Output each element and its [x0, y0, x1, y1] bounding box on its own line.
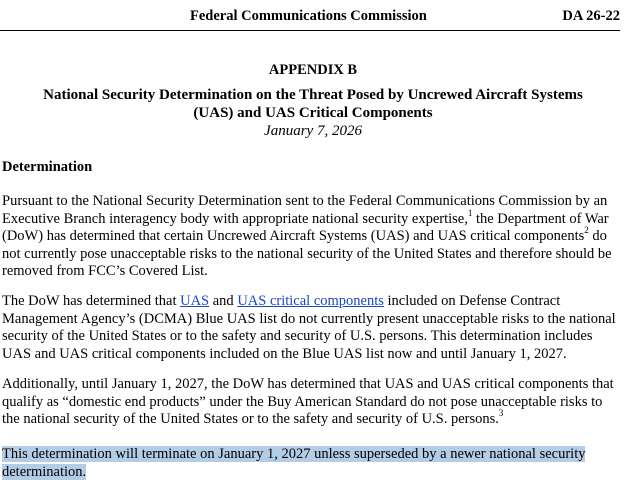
p1-line-1: Pursuant to the National Security Determination sent to the Federal Communications Commission by an	[2, 193, 608, 209]
p2-line-3: security of the United States or to the safety and security of U.S. persons. This determination includes	[2, 328, 593, 344]
p2-line-4: UAS and UAS critical components included on the Blue UAS list now and until January 1, 2027.	[2, 345, 567, 362]
p1-line-5: removed from FCC’s Covered List.	[2, 263, 208, 279]
paragraph-1	[2, 193, 620, 281]
p2-line-2: Management Agency’s (DCMA) Blue UAS list do not currently present unacceptable risks to the national	[2, 310, 616, 327]
p1-line-3b: do	[588, 228, 607, 244]
header-doc-number: DA 26-22	[562, 8, 620, 24]
p3-line-3	[2, 408, 620, 429]
p2-line-1a: The DoW has determined that	[2, 293, 181, 309]
appendix-label: APPENDIX B	[268, 62, 358, 78]
section-heading: Determination	[2, 159, 93, 175]
header-agency: Federal Communications Commission	[190, 8, 427, 24]
document-date: January 7, 2026	[264, 123, 362, 139]
p1-line-2a: Executive Branch interagency body with appropriate national security expertise,	[2, 210, 468, 227]
highlighted-text-2[interactable]: determination.	[2, 463, 87, 480]
uas-link[interactable]: UAS	[180, 293, 210, 309]
paragraph-2	[2, 293, 620, 363]
running-header	[0, 7, 620, 25]
p1-line-3	[2, 225, 620, 246]
p1-line-3a: (DoW) has determined that certain Uncrewed Aircraft Systems (UAS) and UAS critical components	[2, 228, 585, 244]
p3-line-3a: the national security of the United States or to the safety and security of U.S. persons.	[2, 411, 499, 427]
p4-line-2	[2, 464, 620, 482]
footnote-ref-2[interactable]: 2	[584, 225, 589, 236]
highlighted-text-1[interactable]: This determination will terminate on January 1, 2027 unless superseded by a newer national security	[2, 446, 586, 462]
uas-critical-components-link[interactable]: UAS critical components	[237, 293, 384, 309]
p4-line-1	[2, 446, 620, 464]
p3-line-1: Additionally, until January 1, 2027, the DoW has determined that UAS and UAS critical components that	[2, 376, 614, 392]
p2-line-1	[2, 293, 620, 311]
p1-line-2	[2, 207, 620, 229]
header-rule	[0, 30, 620, 31]
paragraph-3	[2, 376, 620, 429]
p2-line-1c: included on Defense Contract	[383, 293, 561, 309]
title-line-1: National Security Determination on the Threat Posed by Uncrewed Aircraft Systems	[43, 87, 583, 103]
footnote-ref-3[interactable]: 3	[498, 408, 504, 419]
footnote-ref-1[interactable]: 1	[467, 207, 473, 218]
title-line-2: (UAS) and UAS Critical Components	[193, 105, 433, 121]
p1-line-4: not currently pose unacceptable risks to the national security of the United States and therefore should be	[2, 245, 612, 262]
p3-line-2: qualify as “domestic end products” under the Buy American Standard do not pose unacceptable risks to	[2, 393, 603, 410]
p2-line-1b: and	[209, 293, 238, 309]
paragraph-4-highlighted	[2, 446, 620, 481]
p1-line-2b: the Department of War	[472, 210, 609, 227]
document-title	[0, 86, 626, 122]
